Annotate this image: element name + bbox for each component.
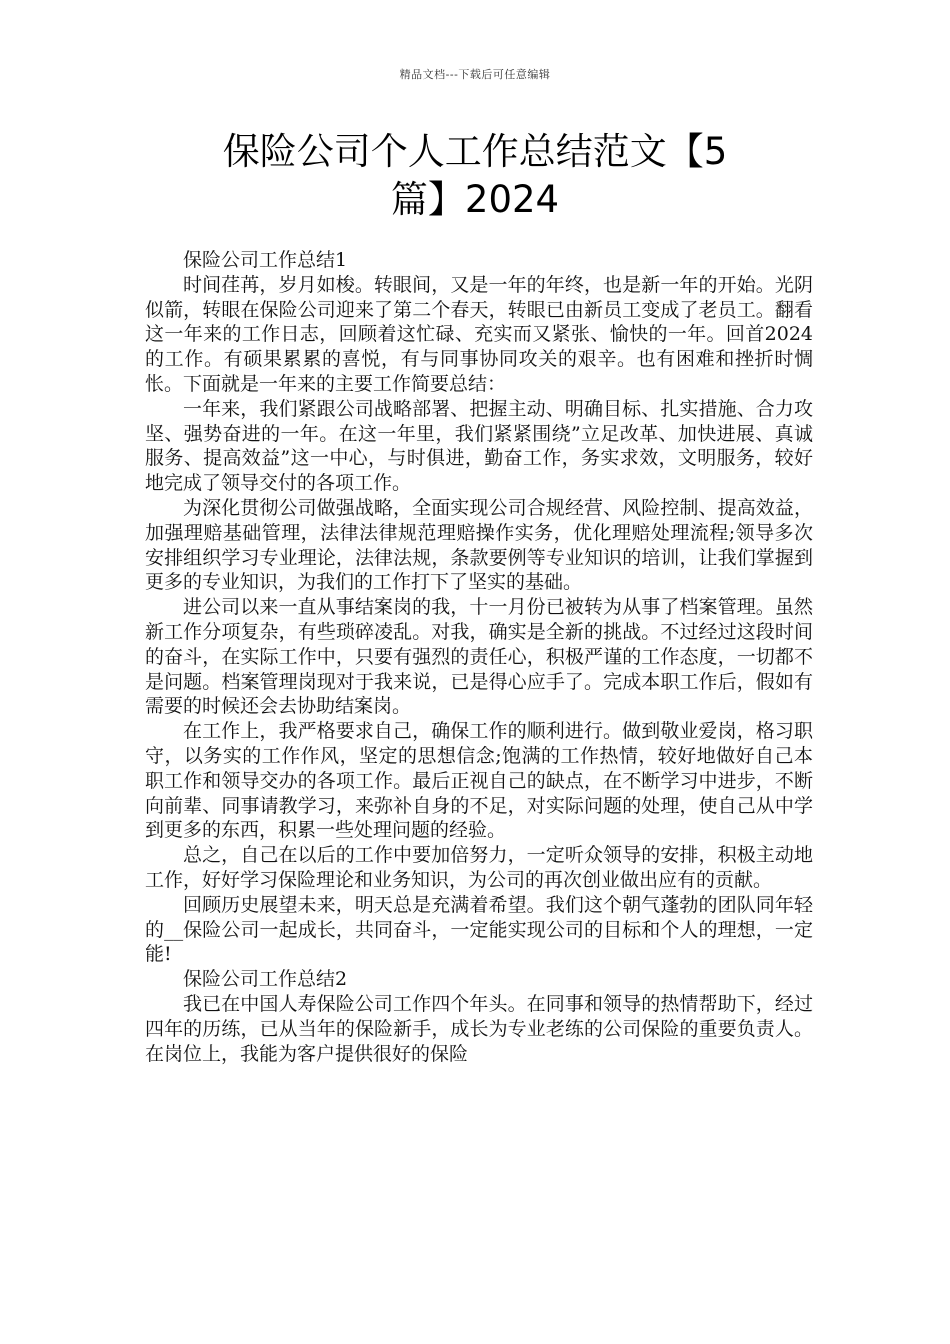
title-line-2: 篇】2024 bbox=[390, 178, 560, 221]
paragraph: 一年来，我们紧跟公司战略部署、把握主动、明确目标、扎实措施、合力攻坚、强势奋进的一年。在这一年里，我们紧紧围绕”立足改革、加快进展、真诚服务、提高效益”这一中心，与时俱进，勤奋工作，务实求效，文明服务，较好地完成了领导交付的各项工作。 bbox=[145, 397, 813, 495]
paragraph: 我已在中国人寿保险公司工作四个年头。在同事和领导的热情帮助下，经过四年的历练，已从当年的保险新手，成长为专业老练的公司保险的重要负责人。在岗位上，我能为客户提供很好的保险 bbox=[145, 992, 813, 1065]
title-line-1: 保险公司个人工作总结范文【5 bbox=[222, 130, 728, 173]
paragraph: 为深化贯彻公司做强战略，全面实现公司合规经营、风险控制、提高效益，加强理赔基础管理，法律法律规范理赔操作实务，优化理赔处理流程;领导多次安排组织学习专业理论，法律法规，条款要例等专业知识的培训，让我们掌握到更多的专业知识，为我们的工作打下了坚实的基础。 bbox=[145, 496, 813, 594]
document-body bbox=[145, 248, 813, 1066]
paragraph: 回顾历史展望未来，明天总是充满着希望。我们这个朝气蓬勃的团队同年轻的__保险公司一起成长，共同奋斗，一定能实现公司的目标和个人的理想，一定能! bbox=[145, 893, 813, 966]
document-title bbox=[150, 128, 800, 224]
paragraph: 总之，自己在以后的工作中要加倍努力，一定听众领导的安排，积极主动地工作，好好学习保险理论和业务知识，为公司的再次创业做出应有的贡献。 bbox=[145, 844, 813, 891]
paragraph: 进公司以来一直从事结案岗的我，十一月份已被转为从事了档案管理。虽然新工作分项复杂，有些琐碎凌乱。对我，确实是全新的挑战。不过经过这段时间的奋斗，在实际工作中，只要有强烈的责任心，积极严谨的工作态度，一切都不是问题。档案管理岗现对于我来说，已是得心应手了。完成本职工作后，假如有需要的时候还会去协助结案岗。 bbox=[145, 596, 813, 718]
paragraph: 时间荏苒，岁月如梭。转眼间，又是一年的年终，也是新一年的开始。光阴似箭，转眼在保险公司迎来了第二个春天，转眼已由新员工变成了老员工。翻看这一年来的工作日志，回顾着这忙碌、充实而又紧张、愉快的一年。回首2024的工作。有硕果累累的喜悦，有与同事协同攻关的艰辛。也有困难和挫折时惆怅。下面就是一年来的主要工作简要总结： bbox=[145, 273, 813, 395]
header-note: 精品文档---下载后可任意编辑 bbox=[399, 68, 551, 81]
section-heading-2: 保险公司工作总结2 bbox=[183, 968, 348, 991]
paragraph: 在工作上，我严格要求自己，确保工作的顺利进行。做到敬业爱岗，格习职守，以务实的工作作风，坚定的思想信念;饱满的工作热情，较好地做好自己本职工作和领导交办的各项工作。最后正视自己的缺点，在不断学习中进步，不断向前辈、同事请教学习，来弥补自身的不足，对实际问题的处理，使自己从中学到更多的东西，积累一些处理问题的经验。 bbox=[145, 720, 813, 842]
section-heading-1: 保险公司工作总结1 bbox=[183, 249, 348, 271]
